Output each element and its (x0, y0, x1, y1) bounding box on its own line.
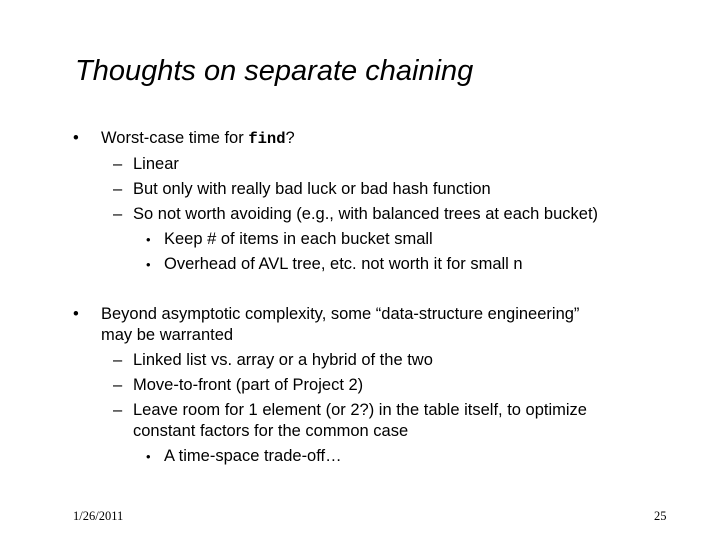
sub-item-bad-luck: But only with really bad luck or bad hash function (133, 180, 491, 198)
sub-item-linked-list: Linked list vs. array or a hybrid of the two (133, 351, 433, 369)
dash-marker: – (113, 401, 123, 419)
sub-sub-item-avl-overhead: Overhead of AVL tree, etc. not worth it for small n (164, 255, 523, 273)
sub-sub-item-keep-small: Keep # of items in each bucket small (164, 230, 433, 248)
bullet-text: Worst-case time for (101, 129, 249, 147)
bullet-text-end: ? (285, 129, 295, 147)
sub-item-not-worth-avoiding: So not worth avoiding (e.g., with balanced trees at each bucket) (133, 205, 599, 223)
code-find: find (248, 130, 286, 148)
slide-title: Thoughts on separate chaining (75, 55, 474, 87)
sub-item-linear: Linear (133, 155, 179, 173)
dash-marker: – (113, 376, 123, 394)
sub-sub-item-time-space: A time-space trade-off… (164, 447, 342, 465)
dash-marker: – (113, 205, 123, 223)
dash-marker: – (113, 351, 123, 369)
dash-marker: – (113, 180, 123, 198)
sub-item-move-to-front: Move-to-front (part of Project 2) (133, 376, 364, 394)
dash-marker: – (113, 155, 123, 173)
sub-bullet-marker: • (146, 449, 151, 464)
bullet-marker: • (73, 305, 79, 323)
sub-item-leave-room-line2: constant factors for the common case (133, 422, 409, 440)
sub-item-leave-room-line1: Leave room for 1 element (or 2?) in the table itself, to optimize (133, 401, 587, 419)
footer-date: 1/26/2011 (73, 509, 124, 523)
sub-bullet-marker: • (146, 232, 151, 247)
bullet-item-worst-case (101, 128, 295, 149)
bullet-marker: • (73, 129, 79, 147)
sub-bullet-marker: • (146, 257, 151, 272)
bullet-item-engineering-line2: may be warranted (101, 326, 234, 344)
page-number: 25 (654, 509, 667, 523)
bullet-item-engineering-line1: Beyond asymptotic complexity, some “data-structure engineering” (101, 305, 580, 323)
